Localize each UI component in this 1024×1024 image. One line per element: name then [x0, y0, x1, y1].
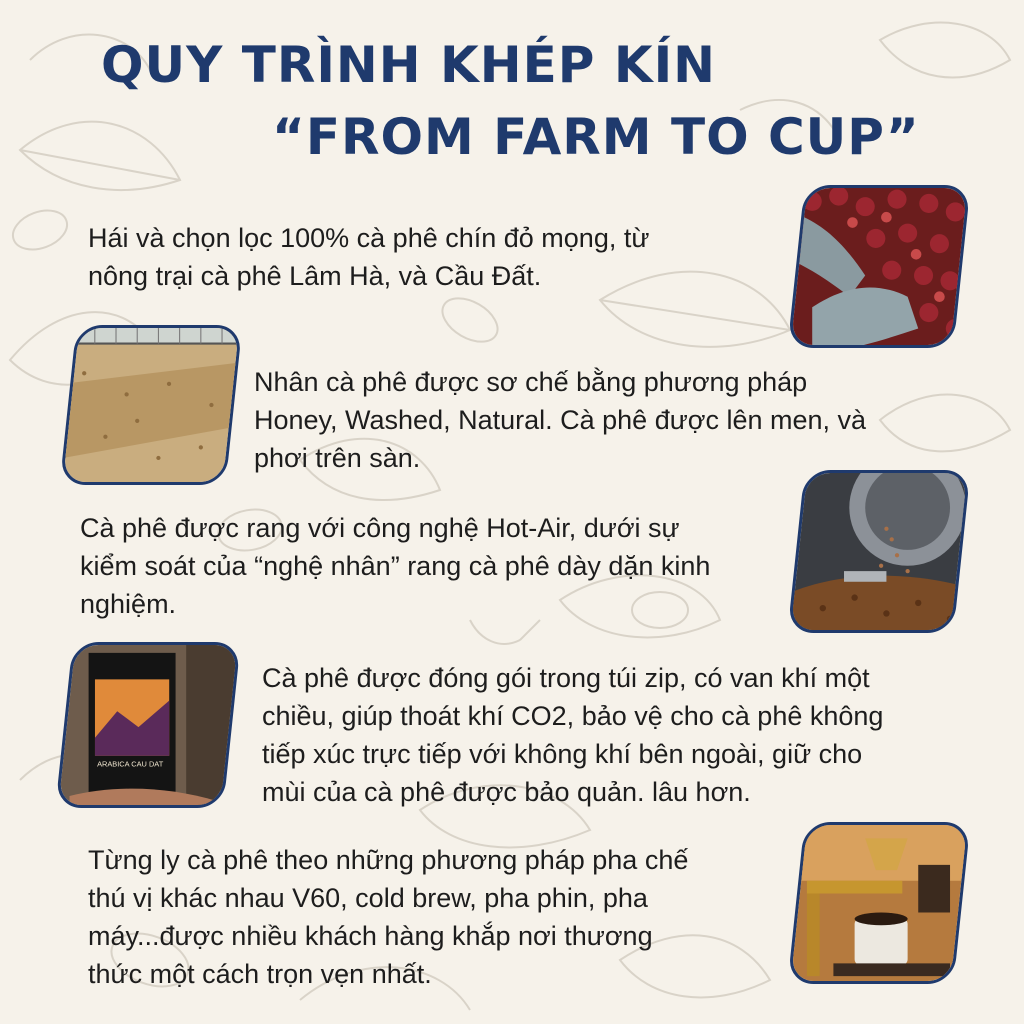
step-5-text: [88, 841, 688, 993]
step-4-line-1: Cà phê được đóng gói trong túi zip, có van khí một: [262, 663, 870, 693]
step-3-line-1: Cà phê được rang với công nghệ Hot-Air, dưới sự: [80, 513, 680, 543]
title-line-1: QUY TRÌNH KHÉP KÍN: [101, 36, 717, 94]
step-3-text: [80, 509, 710, 623]
coffee-package-photo: [55, 642, 240, 808]
step-4-line-4: mùi của cà phê được bảo quản. lâu hơn.: [262, 777, 751, 807]
step-2-line-1: Nhân cà phê được sơ chế bằng phương pháp: [254, 367, 808, 397]
step-1-line-2: nông trại cà phê Lâm Hà, và Cầu Đất.: [88, 261, 542, 291]
step-5-line-3: máy...được nhiều khách hàng khắp nơi thương: [88, 921, 653, 951]
roasting-machine-photo: [787, 470, 970, 633]
step-4-text: [262, 659, 883, 811]
step-2-line-2: Honey, Washed, Natural. Cà phê được lên men, và: [254, 405, 867, 435]
step-4-line-2: chiều, giúp thoát khí CO2, bảo vệ cho cà phê không: [262, 701, 884, 731]
coffee-cherries-photo: [787, 185, 970, 348]
step-2-line-3: phơi trên sàn.: [254, 443, 421, 473]
step-5-line-1: Từng ly cà phê theo những phương pháp pha chế: [88, 845, 689, 875]
drying-beans-photo: [60, 325, 243, 485]
coffee-brewing-photo: [787, 822, 970, 984]
package-label: ARABICA CAU DAT: [97, 759, 164, 769]
step-3-line-2: kiểm soát của “nghệ nhân” rang cà phê dày dặn kinh: [80, 551, 711, 581]
step-2-text: [254, 363, 866, 477]
step-3-line-3: nghiệm.: [80, 589, 177, 619]
step-5-line-4: thức một cách trọn vẹn nhất.: [88, 959, 432, 989]
step-4-line-3: tiếp xúc trực tiếp với không khí bên ngoài, giữ cho: [262, 739, 863, 769]
step-1-line-1: Hái và chọn lọc 100% cà phê chín đỏ mọng, từ: [88, 223, 650, 253]
step-1-text: [88, 219, 649, 295]
step-5-line-2: thú vị khác nhau V60, cold brew, pha phin, pha: [88, 883, 648, 913]
title-line-2: “FROM FARM TO CUP”: [272, 108, 920, 166]
